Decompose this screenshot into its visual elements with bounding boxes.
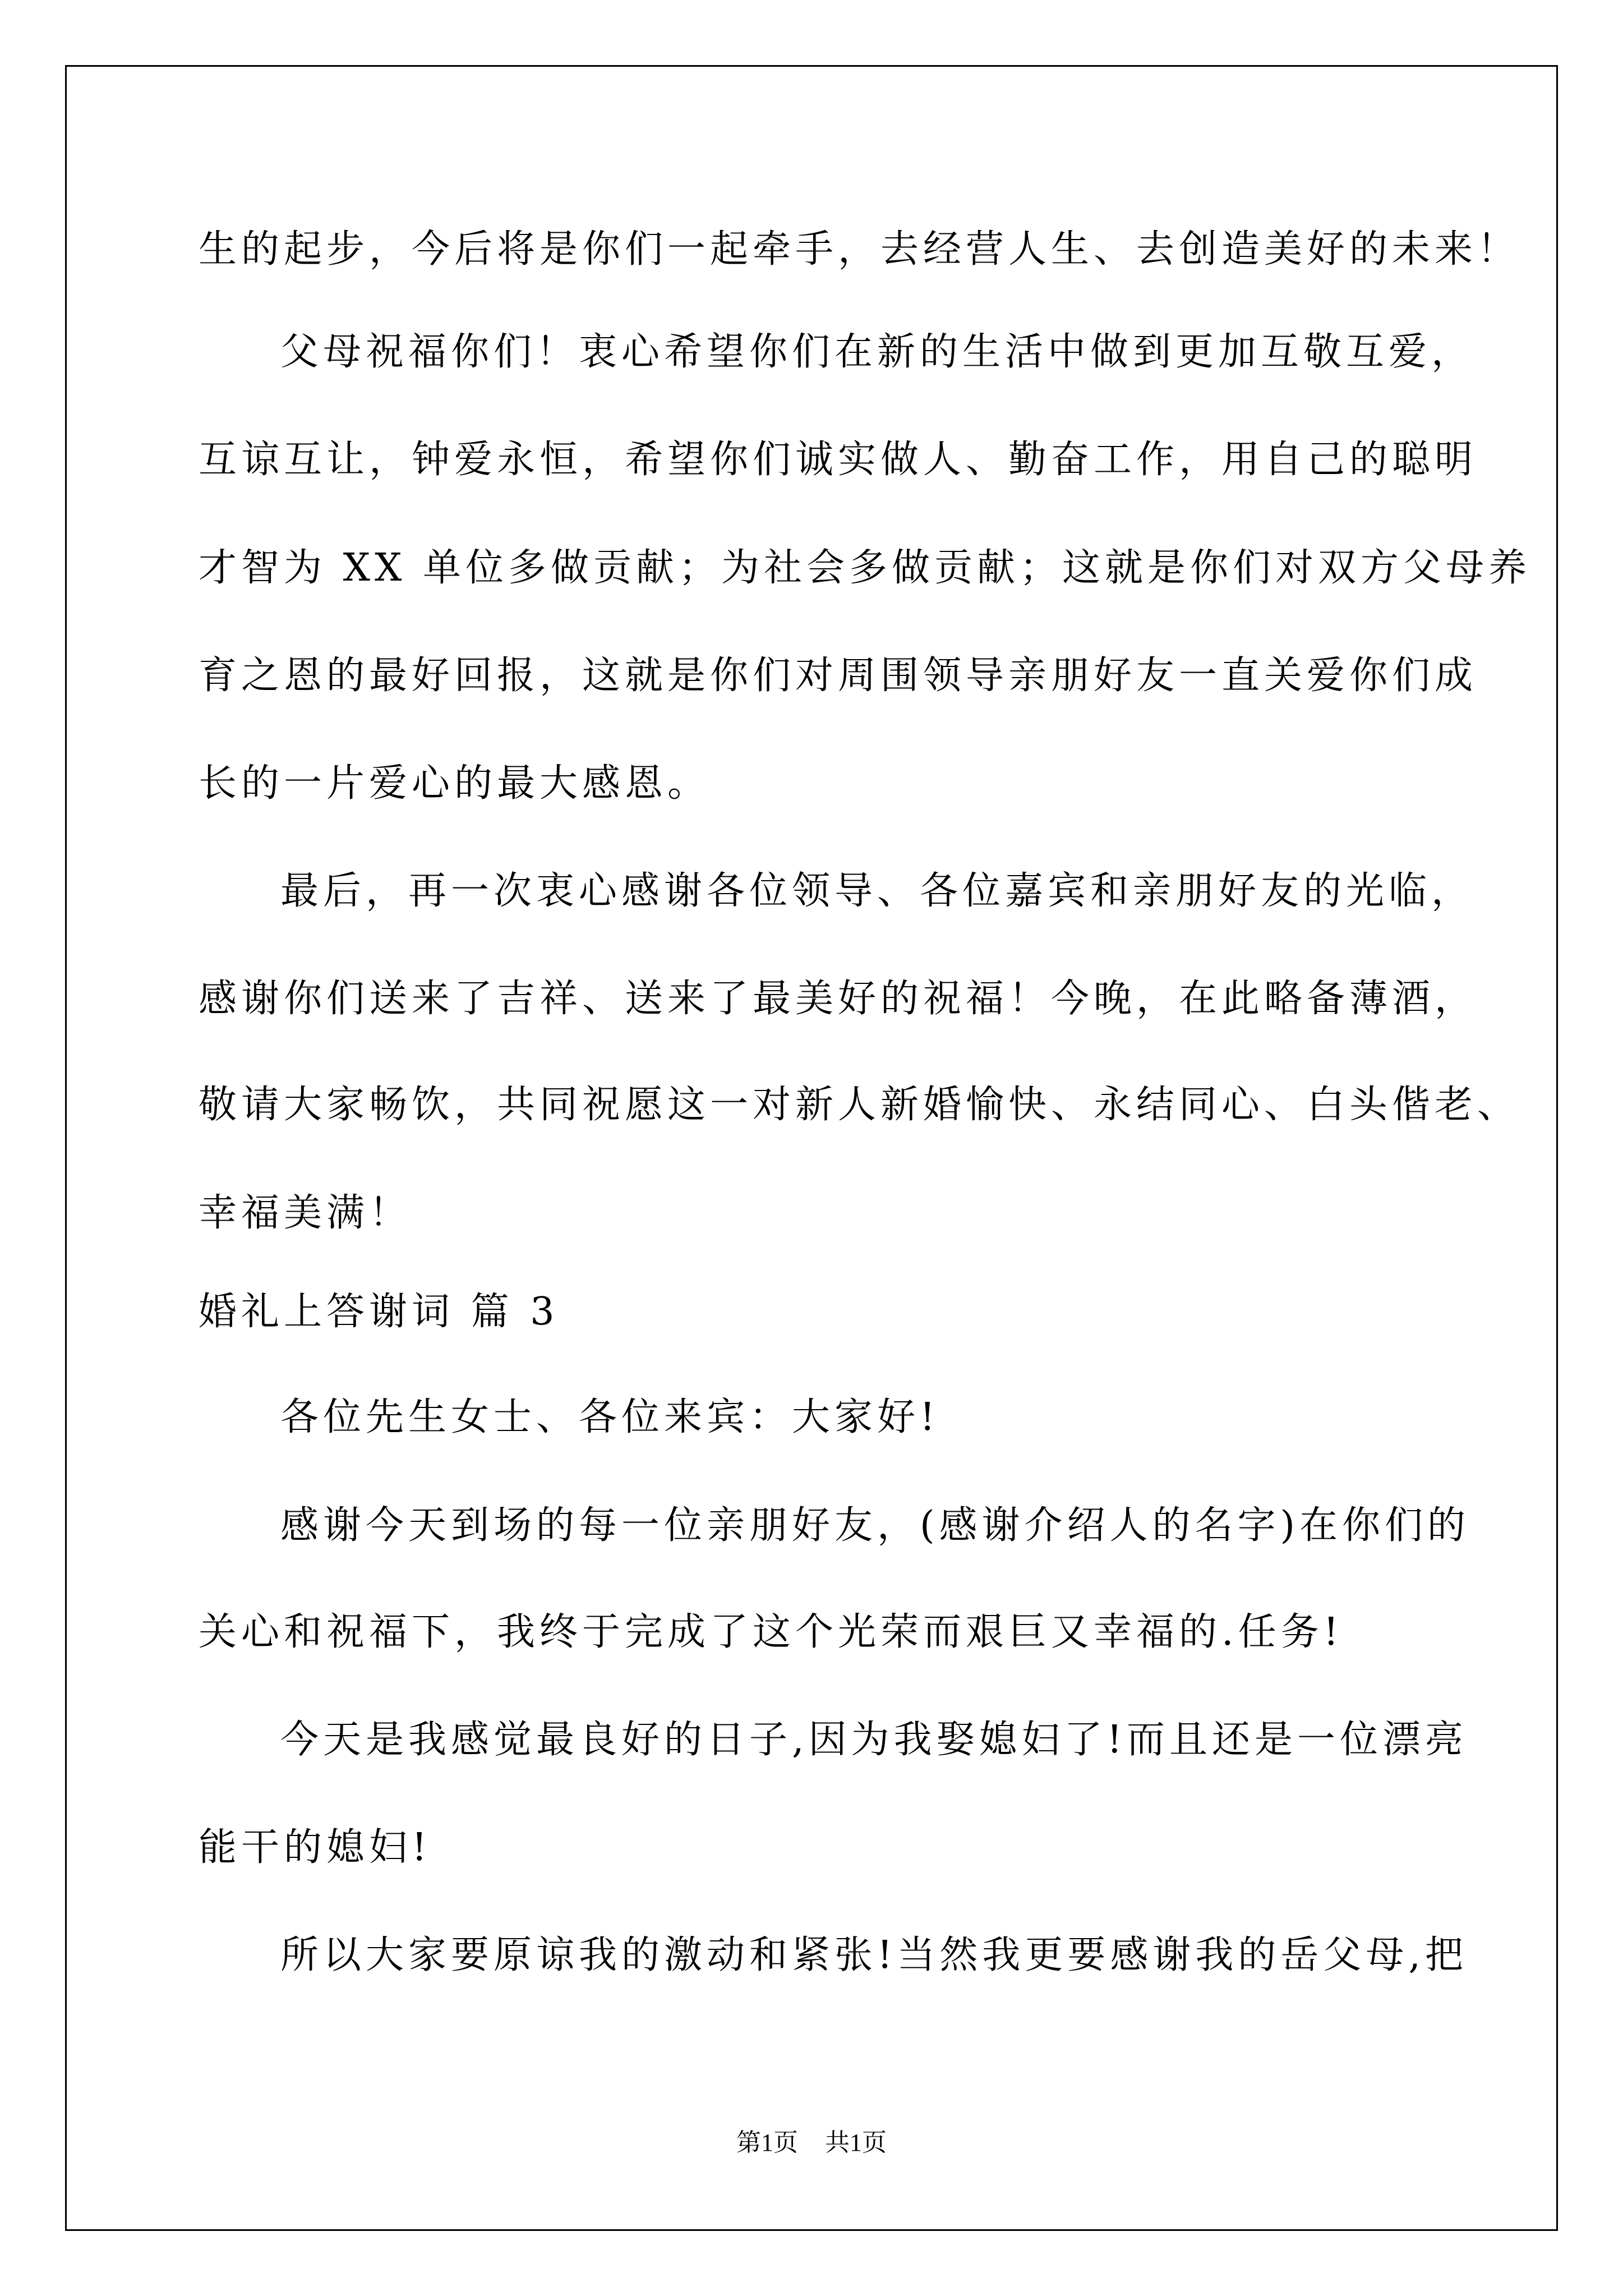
page-footer [0,2126,1623,2160]
body-line: 长的一片爱心的最大感恩。 [199,761,711,806]
body-line: 生的起步，今后将是你们一起牵手，去经营人生、去创造美好的未来！ [199,227,1520,272]
body-line: 育之恩的最好回报，这就是你们对周围领导亲朋好友一直关爱你们成 [199,654,1478,698]
body-line: 最后，再一次衷心感谢各位领导、各位嘉宾和亲朋好友的光临， [280,869,1474,913]
body-line: 所以大家要原谅我的激动和紧张!当然我更要感谢我的岳父母,把 [280,1933,1468,1977]
body-line: 敬请大家畅饮，共同祝愿这一对新人新婚愉快、永结同心、白头偕老、 [199,1083,1520,1127]
body-line: 感谢今天到场的每一位亲朋好友，(感谢介绍人的名字)在你们的 [280,1503,1470,1548]
body-line: 各位先生女士、各位来宾：大家好! [280,1395,940,1439]
body-line: 父母祝福你们！衷心希望你们在新的生活中做到更加互敬互爱， [280,330,1474,374]
body-line: 感谢你们送来了吉祥、送来了最美好的祝福！今晚，在此略备薄酒， [199,977,1478,1021]
body-line: 互谅互让，钟爱永恒，希望你们诚实做人、勤奋工作，用自己的聪明 [199,438,1478,482]
page-number: 第1页 [736,2129,798,2156]
section-heading: 婚礼上答谢词 篇 3 [199,1290,559,1334]
page-border [65,65,1558,2231]
body-line: 关心和祝福下，我终于完成了这个光荣而艰巨又幸福的.任务! [199,1610,1343,1654]
page-total: 共1页 [825,2129,887,2156]
body-line: 今天是我感觉最良好的日子,因为我娶媳妇了!而且还是一位漂亮 [280,1718,1468,1762]
body-line: 才智为 XX 单位多做贡献；为社会多做贡献；这就是你们对双方父母养 [199,546,1532,590]
body-line: 能干的媳妇! [199,1825,432,1870]
body-line: 幸福美满！ [199,1191,412,1235]
